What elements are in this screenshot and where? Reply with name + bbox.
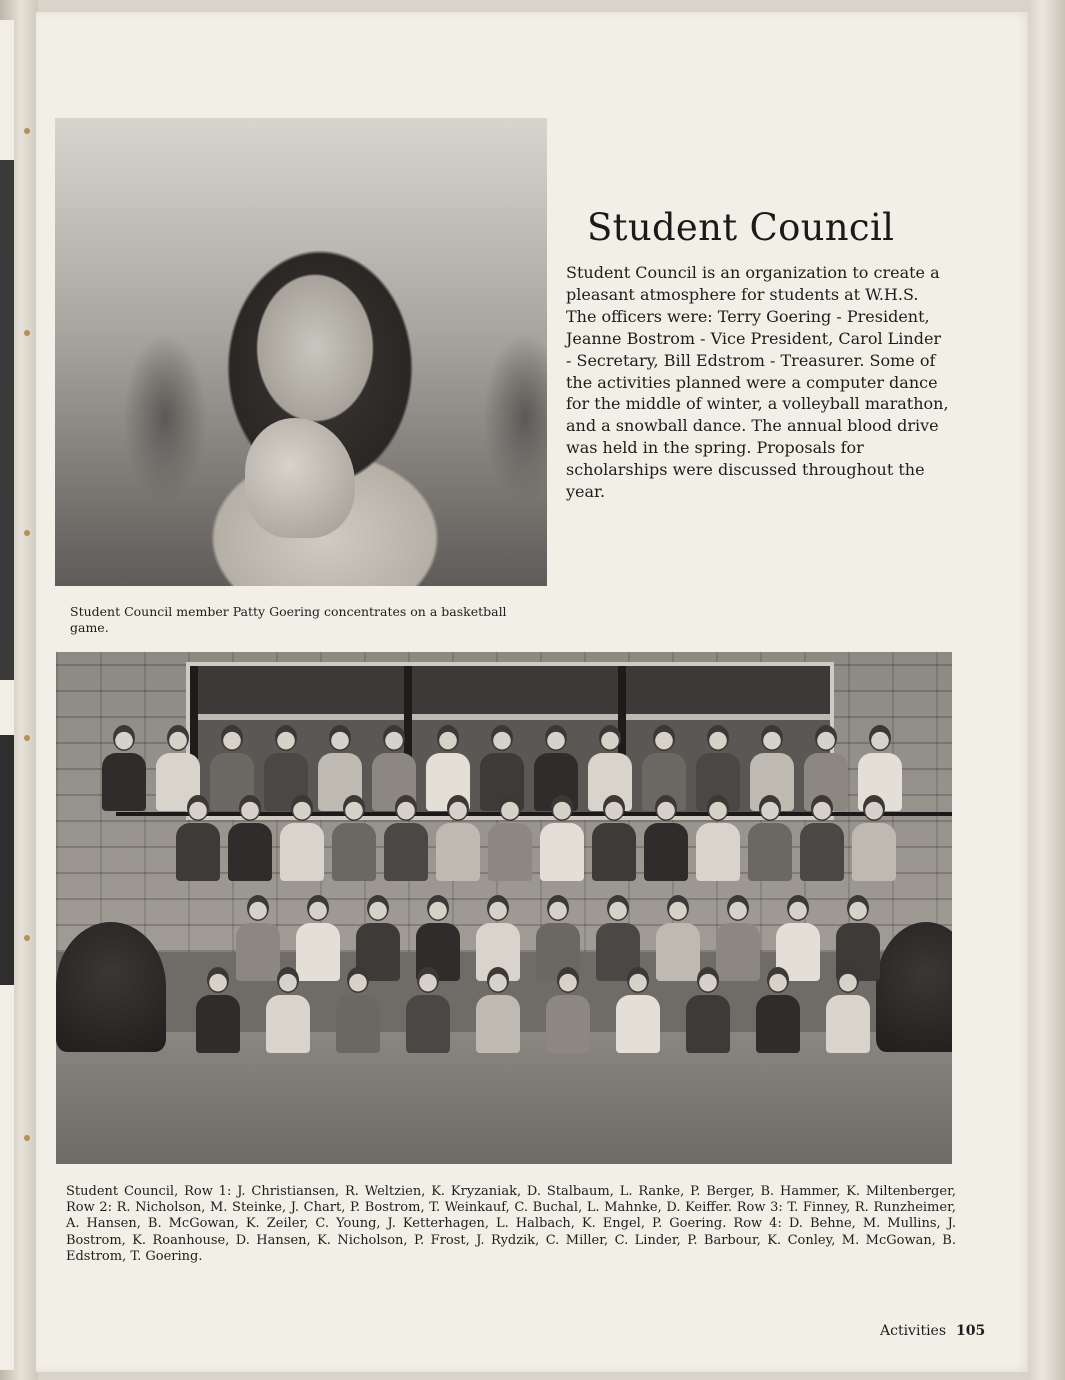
photo-student-body (686, 995, 730, 1053)
photo-student-body (476, 995, 520, 1053)
photo-student-head (491, 725, 513, 751)
photo-student-body (616, 995, 660, 1053)
page-title: Student Council (587, 206, 895, 249)
page-edge (1028, 0, 1065, 1380)
portrait-caption: Student Council member Patty Goering concentrates on a basketball game. (70, 604, 507, 635)
page-number: 105 (956, 1323, 986, 1339)
photo-subject-hand (245, 418, 355, 538)
photo-student-head (607, 895, 629, 921)
photo-student-head (207, 967, 229, 993)
facing-page-photo-edge (0, 160, 14, 680)
photo-student (196, 967, 240, 1053)
photo-student-head (787, 895, 809, 921)
photo-student-head (417, 967, 439, 993)
photo-student-body (384, 823, 428, 881)
photo-student-head (545, 725, 567, 751)
photo-student-body (176, 823, 220, 881)
photo-student-head (247, 895, 269, 921)
photo-student-body (696, 823, 740, 881)
photo-student-body (436, 823, 480, 881)
photo-student-head (447, 795, 469, 821)
photo-student-body (826, 995, 870, 1053)
photo-student-head (869, 725, 891, 751)
photo-student-head (815, 725, 837, 751)
photo-student-head (599, 725, 621, 751)
photo-student-head (557, 967, 579, 993)
photo-student-head (707, 725, 729, 751)
photo-student-head (167, 725, 189, 751)
photo-student (592, 795, 636, 881)
photo-student (540, 795, 584, 881)
photo-student (336, 967, 380, 1053)
photo-student-head (367, 895, 389, 921)
photo-student-body (332, 823, 376, 881)
binding-hole (24, 330, 30, 336)
page-footer (880, 1323, 985, 1339)
photo-student (616, 967, 660, 1053)
photo-student-head (627, 967, 649, 993)
photo-students (96, 717, 926, 1137)
photo-student (644, 795, 688, 881)
group-photo (56, 652, 952, 1164)
photo-student (800, 795, 844, 881)
photo-student-head (551, 795, 573, 821)
photo-student-body (228, 823, 272, 881)
photo-student (228, 795, 272, 881)
photo-student-head (499, 795, 521, 821)
photo-student-head (667, 895, 689, 921)
photo-student (488, 795, 532, 881)
photo-student (748, 795, 792, 881)
photo-student-body (800, 823, 844, 881)
photo-student-head (275, 725, 297, 751)
photo-student-body (592, 823, 636, 881)
photo-student (826, 967, 870, 1053)
photo-student-head (343, 795, 365, 821)
photo-student-head (847, 895, 869, 921)
section-label: Activities (880, 1323, 947, 1339)
photo-student-head (837, 967, 859, 993)
article-body: Student Council is an organization to create a pleasant atmosphere for students at W.H.S. The officers were: Terry Goering - President, Jeanne Bostrom - Vice President, Carol Linder - Secretary, Bill Edstrom - Treasurer. Some of the activities planned were a computer dance for the middle of winter, a volleyball marathon, and a snowball dance. The annual blood drive was held in the spring. Proposals for scholarships were discussed throughout the year. (566, 263, 949, 502)
photo-student-head (383, 725, 405, 751)
binding-hole (24, 530, 30, 536)
binding-hole (24, 735, 30, 741)
photo-student-head (759, 795, 781, 821)
photo-student-head (761, 725, 783, 751)
photo-student-body (336, 995, 380, 1053)
photo-student (332, 795, 376, 881)
photo-student-head (863, 795, 885, 821)
photo-student-body (102, 753, 146, 811)
photo-student (686, 967, 730, 1053)
photo-student-body (540, 823, 584, 881)
photo-student-body (266, 995, 310, 1053)
photo-student-head (307, 895, 329, 921)
photo-student-body (196, 995, 240, 1053)
photo-student-head (329, 725, 351, 751)
photo-student-head (767, 967, 789, 993)
photo-student-head (437, 725, 459, 751)
photo-student (176, 795, 220, 881)
photo-student (266, 967, 310, 1053)
photo-student-head (697, 967, 719, 993)
photo-student (436, 795, 480, 881)
photo-student-head (277, 967, 299, 993)
photo-student (406, 967, 450, 1053)
photo-student-head (291, 795, 313, 821)
photo-student-head (221, 725, 243, 751)
binding-hole (24, 935, 30, 941)
photo-student (384, 795, 428, 881)
photo-student-head (395, 795, 417, 821)
photo-student-body (546, 995, 590, 1053)
group-caption: Student Council, Row 1: J. Christiansen, R. Weltzien, K. Kryzaniak, D. Stalbaum, L. Ranke, P. Berger, B. Hammer, K. Miltenberger, Row 2: R. Nicholson, M. Steinke, J. Chart, P. Bostrom, T. Weinkauf, C. Buchal, L. Mahnke, D. Keiffer. Row 3: T. Finney, R. Runzheimer, A. Hansen, B. McGowan, K. Zeiler, C. Young, J. Ketterhagen, L. Halbach, K. Engel, P. Goering. Row 4: D. Behne, M. Mullins, J. Bostrom, K. Roanhouse, D. Hansen, K. Nicholson, P. Frost, J. Rydzik, C. Miller, C. Linder, P. Barbour, K. Conley, M. McGowan, B. Edstrom, T. Goering. (66, 1184, 956, 1264)
photo-student-head (653, 725, 675, 751)
photo-student-head (347, 967, 369, 993)
photo-student-body (488, 823, 532, 881)
photo-student-body (852, 823, 896, 881)
photo-student-body (406, 995, 450, 1053)
photo-student (696, 795, 740, 881)
photo-student-head (487, 967, 509, 993)
binding-hole (24, 1135, 30, 1141)
photo-student-head (811, 795, 833, 821)
photo-student-head (113, 725, 135, 751)
photo-student-head (187, 795, 209, 821)
binding-hole (24, 128, 30, 134)
photo-student (102, 725, 146, 811)
photo-student-head (427, 895, 449, 921)
photo-student-body (756, 995, 800, 1053)
photo-student-body (280, 823, 324, 881)
photo-student (546, 967, 590, 1053)
photo-student-head (707, 795, 729, 821)
photo-student-head (655, 795, 677, 821)
photo-student (280, 795, 324, 881)
photo-student (756, 967, 800, 1053)
photo-student-head (603, 795, 625, 821)
photo-student (476, 967, 520, 1053)
photo-student-body (644, 823, 688, 881)
photo-student-head (727, 895, 749, 921)
photo-student-head (547, 895, 569, 921)
photo-student-head (239, 795, 261, 821)
photo-student-head (487, 895, 509, 921)
photo-student-body (748, 823, 792, 881)
photo-student (852, 795, 896, 881)
portrait-photo (55, 118, 547, 586)
facing-page-photo-edge (0, 735, 14, 985)
